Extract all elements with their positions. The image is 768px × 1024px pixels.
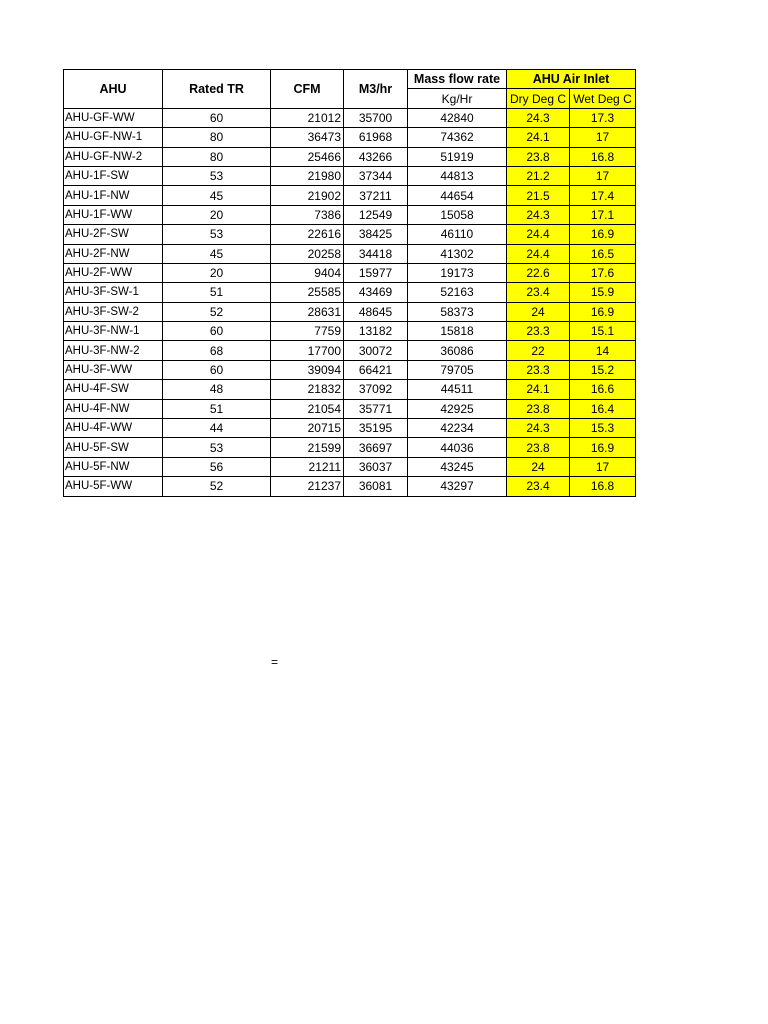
cell-wet-deg: 17 — [570, 457, 636, 476]
table-row — [64, 186, 636, 205]
cell-mass-flow: 43297 — [408, 477, 507, 496]
cell-dry-deg: 22 — [507, 341, 570, 360]
cell-ahu: AHU-4F-SW — [64, 380, 163, 399]
cell-rated-tr: 52 — [163, 302, 271, 321]
cell-rated-tr: 51 — [163, 399, 271, 418]
cell-ahu: AHU-4F-NW — [64, 399, 163, 418]
cell-wet-deg: 16.8 — [570, 477, 636, 496]
cell-ahu: AHU-3F-WW — [64, 360, 163, 379]
table-row — [64, 399, 636, 418]
cell-m3hr: 37344 — [344, 166, 408, 185]
cell-rated-tr: 80 — [163, 147, 271, 166]
cell-cfm: 17700 — [271, 341, 344, 360]
table-row — [64, 108, 636, 127]
cell-ahu: AHU-1F-SW — [64, 166, 163, 185]
table-row — [64, 283, 636, 302]
cell-ahu: AHU-5F-WW — [64, 477, 163, 496]
cell-m3hr: 48645 — [344, 302, 408, 321]
cell-m3hr: 43469 — [344, 283, 408, 302]
cell-m3hr: 36697 — [344, 438, 408, 457]
cell-m3hr: 38425 — [344, 225, 408, 244]
cell-dry-deg: 24.1 — [507, 380, 570, 399]
cell-wet-deg: 17.6 — [570, 263, 636, 282]
cell-rated-tr: 45 — [163, 244, 271, 263]
cell-dry-deg: 23.8 — [507, 147, 570, 166]
cell-mass-flow: 42234 — [408, 419, 507, 438]
header-m3hr: M3/hr — [344, 70, 408, 109]
cell-wet-deg: 17 — [570, 128, 636, 147]
cell-wet-deg: 16.8 — [570, 147, 636, 166]
cell-cfm: 25585 — [271, 283, 344, 302]
cell-wet-deg: 15.9 — [570, 283, 636, 302]
cell-ahu: AHU-2F-WW — [64, 263, 163, 282]
cell-rated-tr: 53 — [163, 438, 271, 457]
cell-mass-flow: 46110 — [408, 225, 507, 244]
cell-m3hr: 12549 — [344, 205, 408, 224]
cell-mass-flow: 44511 — [408, 380, 507, 399]
table-header — [64, 70, 636, 109]
cell-rated-tr: 48 — [163, 380, 271, 399]
cell-cfm: 7386 — [271, 205, 344, 224]
cell-m3hr: 15977 — [344, 263, 408, 282]
cell-wet-deg: 16.9 — [570, 225, 636, 244]
cell-ahu: AHU-GF-NW-1 — [64, 128, 163, 147]
table-body — [64, 108, 636, 496]
cell-dry-deg: 21.5 — [507, 186, 570, 205]
table-row — [64, 438, 636, 457]
table-row — [64, 457, 636, 476]
table-row — [64, 128, 636, 147]
table-row — [64, 419, 636, 438]
cell-mass-flow: 15058 — [408, 205, 507, 224]
header-dry-deg: Dry Deg C — [507, 89, 570, 108]
cell-ahu: AHU-3F-SW-1 — [64, 283, 163, 302]
cell-mass-flow: 42925 — [408, 399, 507, 418]
cell-rated-tr: 20 — [163, 205, 271, 224]
table-row — [64, 205, 636, 224]
cell-mass-flow: 44813 — [408, 166, 507, 185]
cell-cfm: 21902 — [271, 186, 344, 205]
cell-mass-flow: 51919 — [408, 147, 507, 166]
cell-rated-tr: 45 — [163, 186, 271, 205]
cell-mass-flow: 79705 — [408, 360, 507, 379]
ahu-data-sheet — [63, 69, 636, 497]
cell-rated-tr: 68 — [163, 341, 271, 360]
cell-dry-deg: 24 — [507, 457, 570, 476]
cell-cfm: 22616 — [271, 225, 344, 244]
cell-dry-deg: 23.4 — [507, 283, 570, 302]
cell-wet-deg: 16.4 — [570, 399, 636, 418]
cell-dry-deg: 24.3 — [507, 419, 570, 438]
cell-cfm: 9404 — [271, 263, 344, 282]
cell-wet-deg: 15.3 — [570, 419, 636, 438]
cell-rated-tr: 80 — [163, 128, 271, 147]
cell-dry-deg: 24.3 — [507, 205, 570, 224]
table-row — [64, 147, 636, 166]
cell-cfm: 21832 — [271, 380, 344, 399]
cell-mass-flow: 58373 — [408, 302, 507, 321]
cell-rated-tr: 20 — [163, 263, 271, 282]
header-wet-deg: Wet Deg C — [570, 89, 636, 108]
cell-cfm: 21012 — [271, 108, 344, 127]
header-mass-unit: Kg/Hr — [408, 89, 507, 108]
table-row — [64, 263, 636, 282]
cell-dry-deg: 24.4 — [507, 244, 570, 263]
cell-m3hr: 35195 — [344, 419, 408, 438]
header-ahu-air-inlet: AHU Air Inlet — [507, 70, 636, 89]
cell-dry-deg: 24.4 — [507, 225, 570, 244]
cell-ahu: AHU-2F-NW — [64, 244, 163, 263]
cell-mass-flow: 15818 — [408, 322, 507, 341]
header-cfm: CFM — [271, 70, 344, 109]
cell-rated-tr: 60 — [163, 322, 271, 341]
cell-wet-deg: 16.9 — [570, 302, 636, 321]
cell-cfm: 39094 — [271, 360, 344, 379]
cell-wet-deg: 17.3 — [570, 108, 636, 127]
cell-ahu: AHU-2F-SW — [64, 225, 163, 244]
cell-m3hr: 66421 — [344, 360, 408, 379]
cell-wet-deg: 16.9 — [570, 438, 636, 457]
cell-rated-tr: 56 — [163, 457, 271, 476]
cell-mass-flow: 19173 — [408, 263, 507, 282]
table-row — [64, 380, 636, 399]
cell-cfm: 36473 — [271, 128, 344, 147]
cell-m3hr: 43266 — [344, 147, 408, 166]
cell-ahu: AHU-3F-SW-2 — [64, 302, 163, 321]
cell-ahu: AHU-3F-NW-1 — [64, 322, 163, 341]
cell-m3hr: 13182 — [344, 322, 408, 341]
cell-mass-flow: 74362 — [408, 128, 507, 147]
cell-dry-deg: 22.6 — [507, 263, 570, 282]
cell-rated-tr: 60 — [163, 360, 271, 379]
cell-wet-deg: 15.1 — [570, 322, 636, 341]
cell-cfm: 21599 — [271, 438, 344, 457]
cell-m3hr: 35771 — [344, 399, 408, 418]
cell-cfm: 21237 — [271, 477, 344, 496]
stray-equals-sign: = — [271, 655, 279, 669]
cell-ahu: AHU-1F-WW — [64, 205, 163, 224]
header-ahu: AHU — [64, 70, 163, 109]
cell-ahu: AHU-GF-WW — [64, 108, 163, 127]
table-row — [64, 225, 636, 244]
table-row — [64, 244, 636, 263]
cell-mass-flow: 43245 — [408, 457, 507, 476]
cell-cfm: 7759 — [271, 322, 344, 341]
cell-m3hr: 35700 — [344, 108, 408, 127]
cell-wet-deg: 15.2 — [570, 360, 636, 379]
cell-wet-deg: 16.5 — [570, 244, 636, 263]
cell-dry-deg: 24.1 — [507, 128, 570, 147]
cell-wet-deg: 17.4 — [570, 186, 636, 205]
table-row — [64, 477, 636, 496]
cell-m3hr: 37092 — [344, 380, 408, 399]
table-row — [64, 341, 636, 360]
table-row — [64, 360, 636, 379]
cell-mass-flow: 44654 — [408, 186, 507, 205]
cell-m3hr: 61968 — [344, 128, 408, 147]
ahu-table — [63, 69, 636, 497]
cell-dry-deg: 24 — [507, 302, 570, 321]
cell-dry-deg: 21.2 — [507, 166, 570, 185]
cell-mass-flow: 36086 — [408, 341, 507, 360]
cell-m3hr: 34418 — [344, 244, 408, 263]
cell-dry-deg: 23.3 — [507, 360, 570, 379]
cell-cfm: 21211 — [271, 457, 344, 476]
table-row — [64, 302, 636, 321]
cell-ahu: AHU-GF-NW-2 — [64, 147, 163, 166]
cell-wet-deg: 17 — [570, 166, 636, 185]
cell-ahu: AHU-1F-NW — [64, 186, 163, 205]
cell-mass-flow: 44036 — [408, 438, 507, 457]
cell-m3hr: 30072 — [344, 341, 408, 360]
cell-ahu: AHU-3F-NW-2 — [64, 341, 163, 360]
header-rated-tr: Rated TR — [163, 70, 271, 109]
cell-cfm: 20715 — [271, 419, 344, 438]
cell-cfm: 25466 — [271, 147, 344, 166]
cell-rated-tr: 53 — [163, 166, 271, 185]
cell-cfm: 28631 — [271, 302, 344, 321]
cell-mass-flow: 52163 — [408, 283, 507, 302]
cell-m3hr: 36037 — [344, 457, 408, 476]
table-row — [64, 322, 636, 341]
cell-wet-deg: 17.1 — [570, 205, 636, 224]
cell-ahu: AHU-5F-SW — [64, 438, 163, 457]
cell-dry-deg: 23.8 — [507, 399, 570, 418]
cell-ahu: AHU-4F-WW — [64, 419, 163, 438]
cell-mass-flow: 41302 — [408, 244, 507, 263]
cell-rated-tr: 52 — [163, 477, 271, 496]
cell-rated-tr: 60 — [163, 108, 271, 127]
cell-mass-flow: 42840 — [408, 108, 507, 127]
cell-dry-deg: 23.8 — [507, 438, 570, 457]
cell-wet-deg: 16.6 — [570, 380, 636, 399]
cell-dry-deg: 24.3 — [507, 108, 570, 127]
cell-wet-deg: 14 — [570, 341, 636, 360]
header-mass-flow: Mass flow rate — [408, 70, 507, 89]
cell-cfm: 21980 — [271, 166, 344, 185]
cell-ahu: AHU-5F-NW — [64, 457, 163, 476]
cell-rated-tr: 44 — [163, 419, 271, 438]
table-row — [64, 166, 636, 185]
cell-cfm: 20258 — [271, 244, 344, 263]
cell-rated-tr: 51 — [163, 283, 271, 302]
cell-cfm: 21054 — [271, 399, 344, 418]
cell-rated-tr: 53 — [163, 225, 271, 244]
cell-dry-deg: 23.3 — [507, 322, 570, 341]
cell-dry-deg: 23.4 — [507, 477, 570, 496]
cell-m3hr: 37211 — [344, 186, 408, 205]
cell-m3hr: 36081 — [344, 477, 408, 496]
